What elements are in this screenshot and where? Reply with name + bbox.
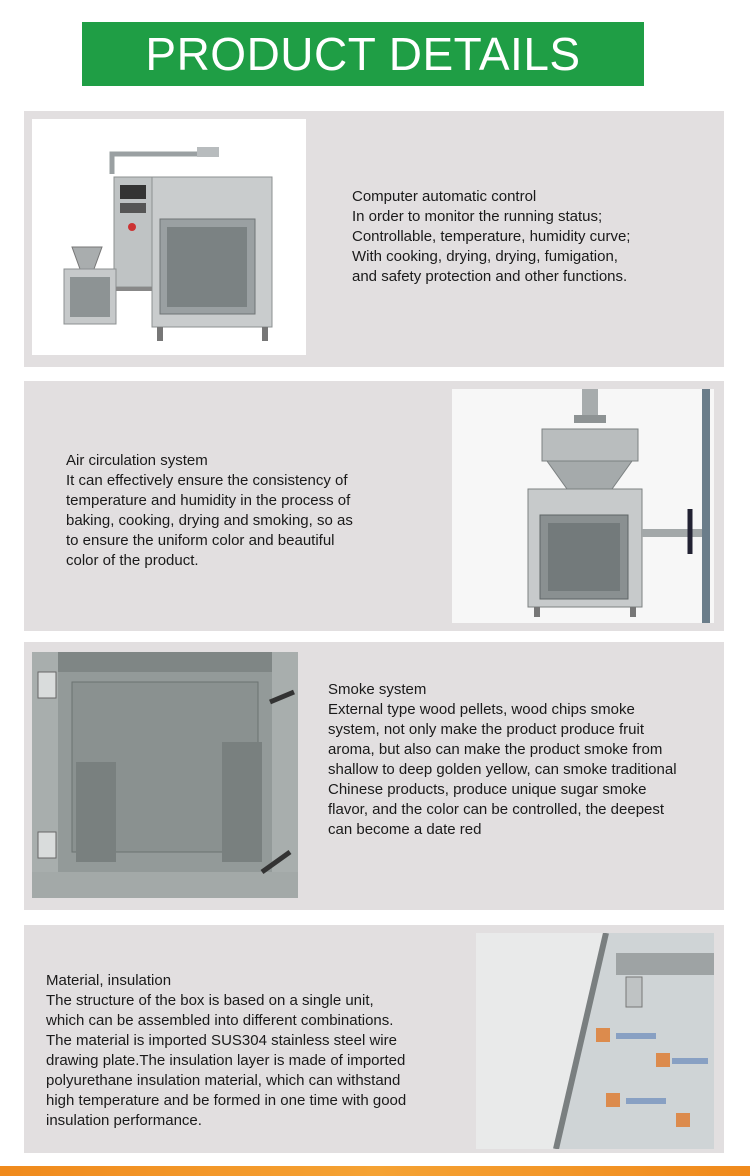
section-4-text — [46, 971, 406, 1131]
text-line: and safety protection and other functions. — [352, 268, 628, 285]
text-line: flavor, and the color can be controlled, the deepest — [328, 801, 665, 818]
cabinet-interior-photo — [32, 652, 298, 898]
text-line: It can effectively ensure the consistency of — [66, 472, 348, 489]
text-line: system, not only make the product produce fruit — [328, 721, 644, 738]
text-line: insulation performance. — [46, 1112, 202, 1129]
text-line: The structure of the box is based on a single unit, — [46, 992, 374, 1009]
section-1-text — [352, 187, 630, 287]
section-2-heading: Air circulation system — [66, 452, 208, 469]
text-line: In order to monitor the running status; — [352, 208, 603, 225]
text-line: aroma, but also can make the product smoke from — [328, 741, 663, 758]
text-line: Controllable, temperature, humidity curve; — [352, 228, 631, 245]
section-1-heading: Computer automatic control — [352, 188, 537, 205]
section-smoke-system — [24, 642, 724, 910]
smoke-generator-photo — [452, 389, 714, 623]
section-air-circulation — [24, 381, 724, 631]
section-3-heading: Smoke system — [328, 681, 427, 698]
section-2-text — [66, 451, 353, 571]
text-line: can become a date red — [328, 821, 482, 838]
text-line: External type wood pellets, wood chips smoke — [328, 701, 635, 718]
section-3-text — [328, 680, 677, 840]
text-line: to ensure the uniform color and beautiful — [66, 532, 335, 549]
text-line: polyurethane insulation material, which can withstand — [46, 1072, 401, 1089]
text-line: color of the product. — [66, 552, 199, 569]
text-line: temperature and humidity in the process of — [66, 492, 351, 509]
section-material-insulation — [24, 925, 724, 1153]
bottom-accent-bar — [0, 1166, 750, 1176]
text-line: which can be assembled into different combinations. — [46, 1012, 394, 1029]
text-line: Chinese products, produce unique sugar smoke — [328, 781, 647, 798]
text-line: The material is imported SUS304 stainless steel wire — [46, 1032, 397, 1049]
text-line: baking, cooking, drying and smoking, so as — [66, 512, 353, 529]
text-line: drawing plate.The insulation layer is made of imported — [46, 1052, 406, 1069]
section-computer-control — [24, 111, 724, 367]
stainless-panel-photo — [476, 933, 714, 1149]
text-line: high temperature and be formed in one time with good — [46, 1092, 407, 1109]
section-4-heading: Material, insulation — [46, 972, 172, 989]
text-line: With cooking, drying, drying, fumigation, — [352, 248, 618, 265]
page-title: PRODUCT DETAILS — [82, 22, 644, 86]
smokehouse-machine-photo — [32, 119, 306, 355]
text-line: shallow to deep golden yellow, can smoke traditional — [328, 761, 677, 778]
